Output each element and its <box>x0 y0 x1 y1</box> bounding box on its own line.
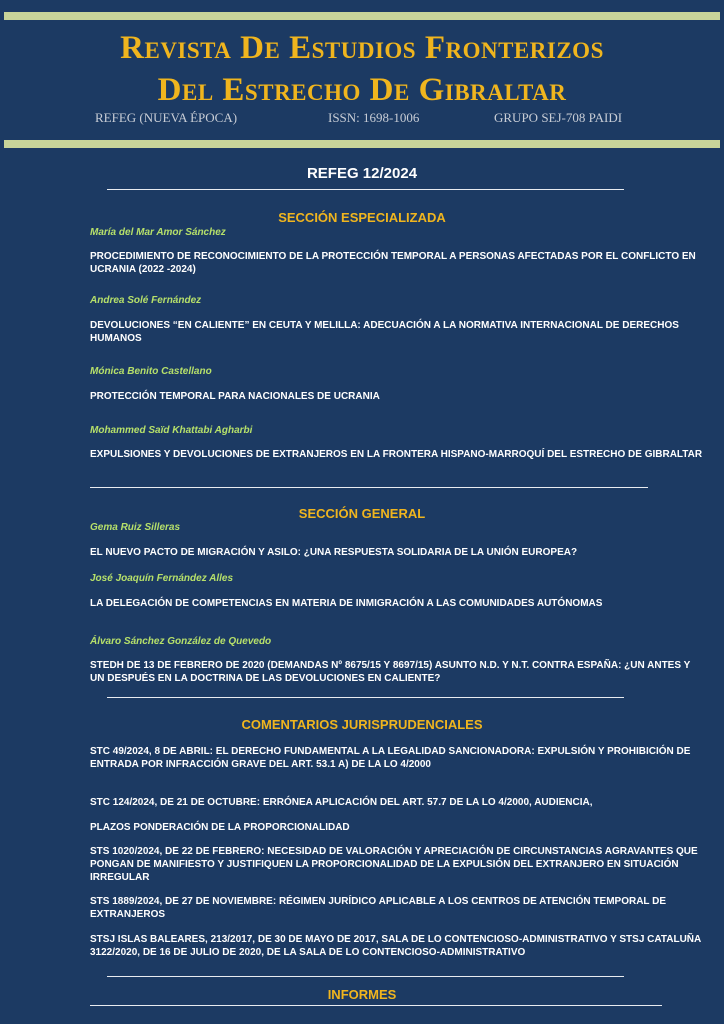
top-band <box>4 12 720 20</box>
divider <box>90 1005 662 1006</box>
article-title[interactable]: STEDH DE 13 DE FEBRERO DE 2020 (DEMANDAS Nº 8675/15 Y 8697/15) ASUNTO N.D. Y N.T. CONTRA ESPAÑA: ¿UN ANTES Y UN DESPUÉS EN LA DOCTRINA DE LAS DEVOLUCIONES EN CALIENTE? <box>90 660 691 684</box>
article-title[interactable]: DEVOLUCIONES “EN CALIENTE” EN CEUTA Y MELILLA: ADECUACIÓN A LA NORMATIVA INTERNACIONAL DE DERECHOS HUMANOS <box>90 320 679 344</box>
article-author: María del Mar Amor Sánchez <box>90 227 226 238</box>
divider <box>90 487 648 488</box>
commentary-title[interactable]: STS 1020/2024, DE 22 DE FEBRERO: NECESIDAD DE VALORACIÓN Y APRECIACIÓN DE CIRCUNSTANCIAS AGRAVANTES QUE PONGAN DE MANIFIESTO Y JUSTIFIQUEN LA PROPORCIONALIDAD DE LA EXPULSIÓN DEL EXTRANJERO EN SITUACIÓN IRREGULAR <box>90 846 698 883</box>
article-author: Andrea Solé Fernández <box>90 295 202 306</box>
article-author: José Joaquín Fernández Alles <box>90 573 234 584</box>
subtitle-series: REFEG (NUEVA ÉPOCA) <box>95 110 238 125</box>
journal-title-line2: Del Estrecho De Gibraltar <box>157 72 567 108</box>
divider <box>107 697 624 698</box>
article-author: Mónica Benito Castellano <box>90 366 212 377</box>
subtitle-group: GRUPO SEJ-708 PAIDI <box>494 110 623 125</box>
article-author: Gema Ruiz Silleras <box>90 522 181 533</box>
article-author: Álvaro Sánchez González de Quevedo <box>90 636 272 647</box>
article-title[interactable]: PROTECCIÓN TEMPORAL PARA NACIONALES DE UCRANIA <box>90 391 380 402</box>
issue-label: REFEG 12/2024 <box>306 165 418 182</box>
subtitle-issn: ISSN: 1698-1006 <box>328 110 420 125</box>
section-heading-general: SECCIÓN GENERAL <box>298 506 426 521</box>
divider <box>107 976 624 977</box>
article-title[interactable]: EL NUEVO PACTO DE MIGRACIÓN Y ASILO: ¿UNA RESPUESTA SOLIDARIA DE LA UNIÓN EUROPEA? <box>90 547 578 558</box>
commentary-title[interactable]: STC 124/2024, DE 21 DE OCTUBRE: ERRÓNEA APLICACIÓN DEL ART. 57.7 DE LA LO 4/2000, AUDIENCIA, <box>90 797 593 808</box>
article-author: Mohammed Saïd Khattabi Agharbi <box>90 425 253 436</box>
header-bottom-band <box>4 140 720 148</box>
commentary-title[interactable]: STSJ ISLAS BALEARES, 213/2017, DE 30 DE MAYO DE 2017, SALA DE LO CONTENCIOSO-ADMINISTRATIVO Y STSJ CATALUÑA 3122/2020, DE 16 DE JULIO DE 2020, DE LA SALA DE LO CONTENCIOSO-ADMINISTRATIVO <box>90 934 701 958</box>
section-heading-comentarios: COMENTARIOS JURISPRUDENCIALES <box>241 717 483 732</box>
article-title[interactable]: PROCEDIMIENTO DE RECONOCIMIENTO DE LA PROTECCIÓN TEMPORAL A PERSONAS AFECTADAS POR EL CONFLICTO EN UCRANIA (2022 -2024) <box>90 251 696 275</box>
article-title[interactable]: EXPULSIONES Y DEVOLUCIONES DE EXTRANJEROS EN LA FRONTERA HISPANO-MARROQUÍ DEL ESTRECHO DE GIBRALTAR <box>90 449 703 460</box>
commentary-title[interactable]: STC 49/2024, 8 DE ABRIL: EL DERECHO FUNDAMENTAL A LA LEGALIDAD SANCIONADORA: EXPULSIÓN Y PROHIBICIÓN DE ENTRADA POR INFRACCIÓN GRAVE DEL ART. 53.1 A) DE LA LO 4/2000 <box>90 746 691 770</box>
article-title[interactable]: LA DELEGACIÓN DE COMPETENCIAS EN MATERIA DE INMIGRACIÓN A LAS COMUNIDADES AUTÓNOMAS <box>90 598 603 609</box>
commentary-title[interactable]: STS 1889/2024, DE 27 DE NOVIEMBRE: RÉGIMEN JURÍDICO APLICABLE A LOS CENTROS DE ATENCIÓN TEMPORAL DE EXTRANJEROS <box>90 896 667 920</box>
journal-title-line1: Revista De Estudios Fronterizos <box>120 30 604 66</box>
section-heading-informes: INFORMES <box>327 987 397 1002</box>
commentary-title[interactable]: PLAZOS PONDERACIÓN DE LA PROPORCIONALIDAD <box>90 822 350 833</box>
divider <box>107 189 624 190</box>
section-heading-especializada: SECCIÓN ESPECIALIZADA <box>278 210 446 225</box>
